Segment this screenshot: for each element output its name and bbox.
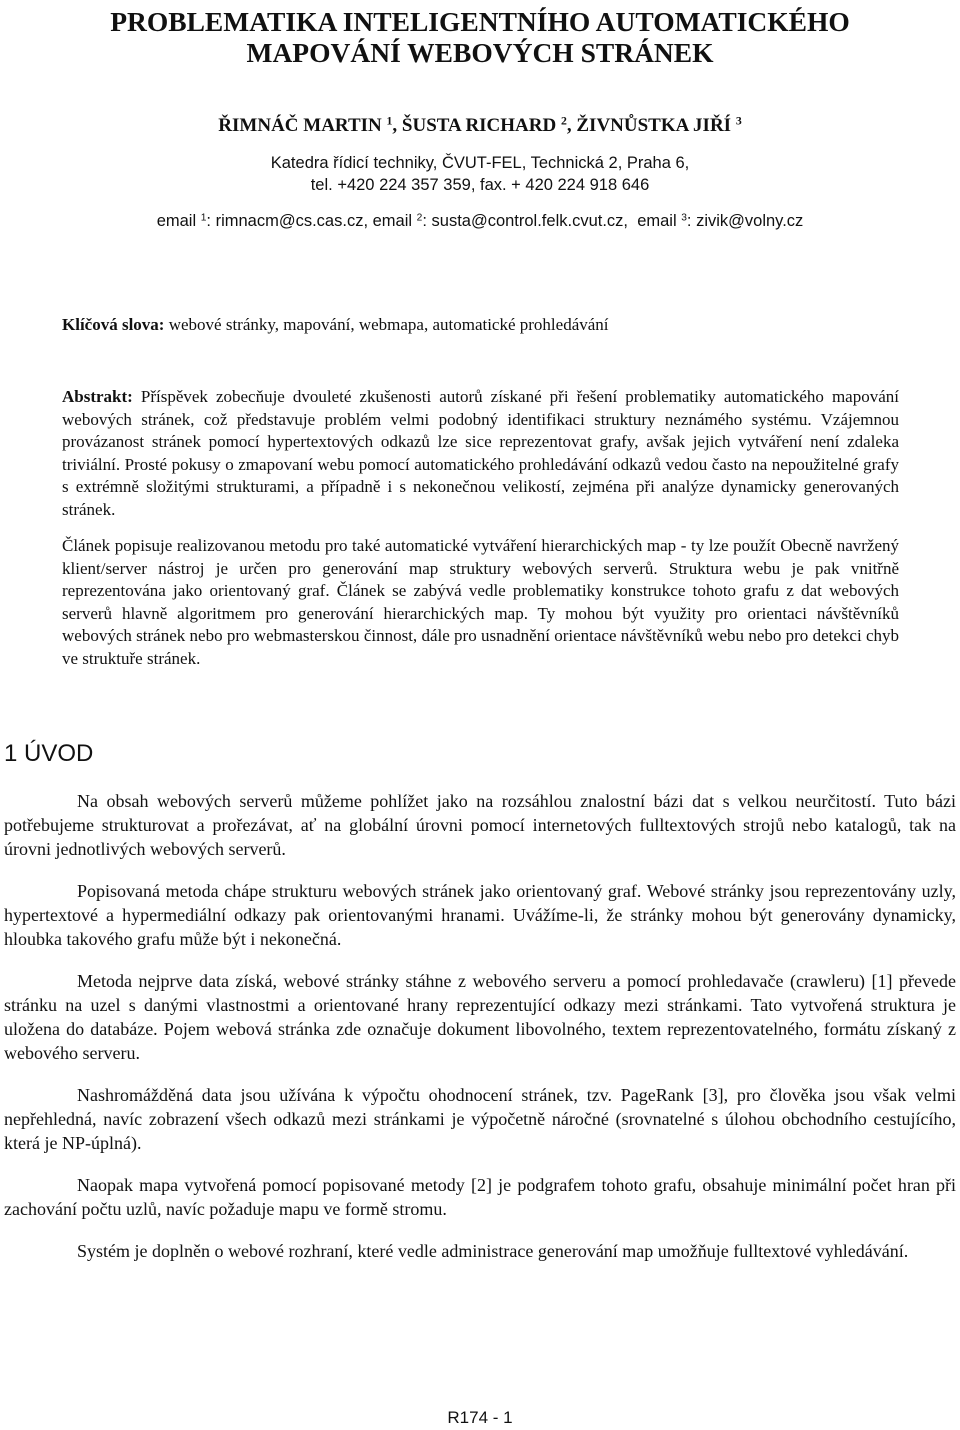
abstract-lead-text: Příspěvek zobecňuje dvouleté zkušenosti autorů získané při řešení problematiky automatického mapování webových stránek, což představuje problém velmi podobný identifikaci struktury neznámého systému.: [62, 387, 899, 429]
author-affiliation-mark: 3: [735, 114, 742, 128]
email-label: email: [156, 212, 197, 230]
abstract-body-text: Vzájemnou provázanost stránek pomocí hypertextových odkazů lze sice reprezentovat grafy, avšak jejich vytváření není zdaleka triviální. Prosté pokusy o zmapovaní webu pomocí automatického prohledávání odkazů vedou často na nepoužitelné grafy s extrémně složitými strukturami, a případně i s nekonečnou velikostí, zejména při analýze dynamicky generovaných stránek.: [62, 409, 900, 519]
keywords-text: webové stránky, mapování, webmapa, automatické prohledávání: [168, 315, 609, 334]
affiliation-line-1: Katedra řídicí techniky, ČVUT-FEL, Technická 2, Praha 6,: [270, 154, 690, 172]
body-paragraph: Naopak mapa vytvořená pomocí popisované metody [2] je podgrafem tohoto grafu, obsahuje minimální počet hran při zachování počtu uzlů, navíc požaduje mapu ve formě stromu.: [4, 1175, 956, 1219]
paper-title: [0, 6, 960, 68]
body-paragraph: Popisovaná metoda chápe strukturu webových stránek jako orientovaný graf. Webové stránky jsou reprezentovány uzly, hypertextové a hypermediální odkazy pak orientovanými hranami. Uvážíme-li, že stránky mohou být generovány dynamicky, hloubka takového grafu může být i nekonečná.: [4, 881, 956, 949]
author-list: ŘIMNÁČ MARTIN $^1$, ŠUSTA RICHARD $^2$, ŽIVNŮSTKA JIŘÍ $^3$: [218, 114, 742, 136]
section-body: [4, 789, 956, 1281]
abstract-label: Abstrakt:: [62, 387, 133, 406]
email-address[interactable]: zivik@volny.cz: [696, 212, 804, 230]
author-affiliation-mark: 1: [386, 114, 393, 128]
email-mark: 2: [416, 212, 423, 224]
title-line-2: MAPOVÁNÍ WEBOVÝCH STRÁNEK: [246, 37, 714, 68]
email-mark: 1: [200, 212, 207, 224]
author-name: ŽIVNŮSTKA JIŘÍ: [576, 115, 732, 136]
abstract: [62, 386, 899, 684]
email-label: email: [372, 212, 413, 230]
email-address[interactable]: rimnacm@cs.cas.cz: [215, 212, 364, 230]
affiliation: [0, 152, 960, 196]
body-paragraph: Metoda nejprve data získá, webové stránky stáhne z webového serveru a pomocí prohledavače (crawleru) [1] převede stránku na uzel s danými vlastnostmi a orientované hrany reprezentující odkazy mezi stránkami. Tato vytvořená struktura je uložena do databáze. Pojem webová stránka zde označuje dokument libovolného, textem reprezentovatelného, formátu získaný z webového serveru.: [4, 971, 956, 1063]
body-paragraph: Nashromážděná data jsou užívána k výpočtu ohodnocení stránek, tzv. PageRank [3], pro člověka jsou však velmi nepřehledná, navíc zobrazení všech odkazů mezi stránkami je výpočetně náročné (srovnatelné s úlohou obchodního cestujícího, která je NP-úplná).: [4, 1085, 956, 1153]
author-name: ŠUSTA RICHARD: [401, 115, 557, 136]
affiliation-line-2: tel. +420 224 357 359, fax. + 420 224 918 646: [310, 176, 650, 194]
title-line-1: PROBLEMATIKA INTELIGENTNÍHO AUTOMATICKÉHO: [110, 6, 850, 37]
keywords: [62, 314, 902, 336]
body-paragraph: Systém je doplněn o webové rozhraní, které vedle administrace generování map umožňuje fulltextové vyhledávání.: [77, 1241, 909, 1261]
abstract-paragraph: [62, 386, 899, 521]
page-number: R174 - 1: [447, 1408, 513, 1427]
author-affiliation-mark: 2: [560, 114, 567, 128]
section-heading: 1 ÚVOD: [4, 740, 94, 767]
author-name: ŘIMNÁČ MARTIN: [218, 115, 382, 136]
abstract-paragraph: Článek popisuje realizovanou metodu pro také automatické vytváření hierarchických map - ty lze použít Obecně navržený klient/server nástroj je určen pro generování map struktury webových serverů. Struktura webu je pak vnitřně reprezentována jako orientovaný graf. Článek se zabývá vedle problematiky konstrukce tohoto grafu z dat webových serverů hlavně algoritmem pro generování hierarchických map. Ty mohou být využity pro orientaci návštěvníků webových stránek nebo pro webmasterskou činnost, dále pro usnadnění orientace návštěvníků webu nebo pro detekci chyb ve struktuře stránek.: [62, 536, 899, 668]
keywords-label: Klíčová slova:: [62, 315, 165, 334]
email-line: email $^1$: rimnacm@cs.cas.cz, email $^2$: susta@control.felk.cvut.cz, email $^3$: zivik@volny.cz: [156, 212, 804, 230]
email-label: email: [637, 212, 677, 230]
email-address[interactable]: susta@control.felk.cvut.cz: [431, 212, 624, 230]
email-mark: 3: [681, 212, 687, 224]
body-paragraph: Na obsah webových serverů můžeme pohlížet jako na rozsáhlou znalostní bázi dat s velkou neurčitostí. Tuto bázi potřebujeme strukturovat a prořezávat, ať na globální úrovni pomocí internetových fulltextových strojů nebo katalogů, tak na úrovni jednotlivých webových serverů.: [4, 791, 956, 859]
